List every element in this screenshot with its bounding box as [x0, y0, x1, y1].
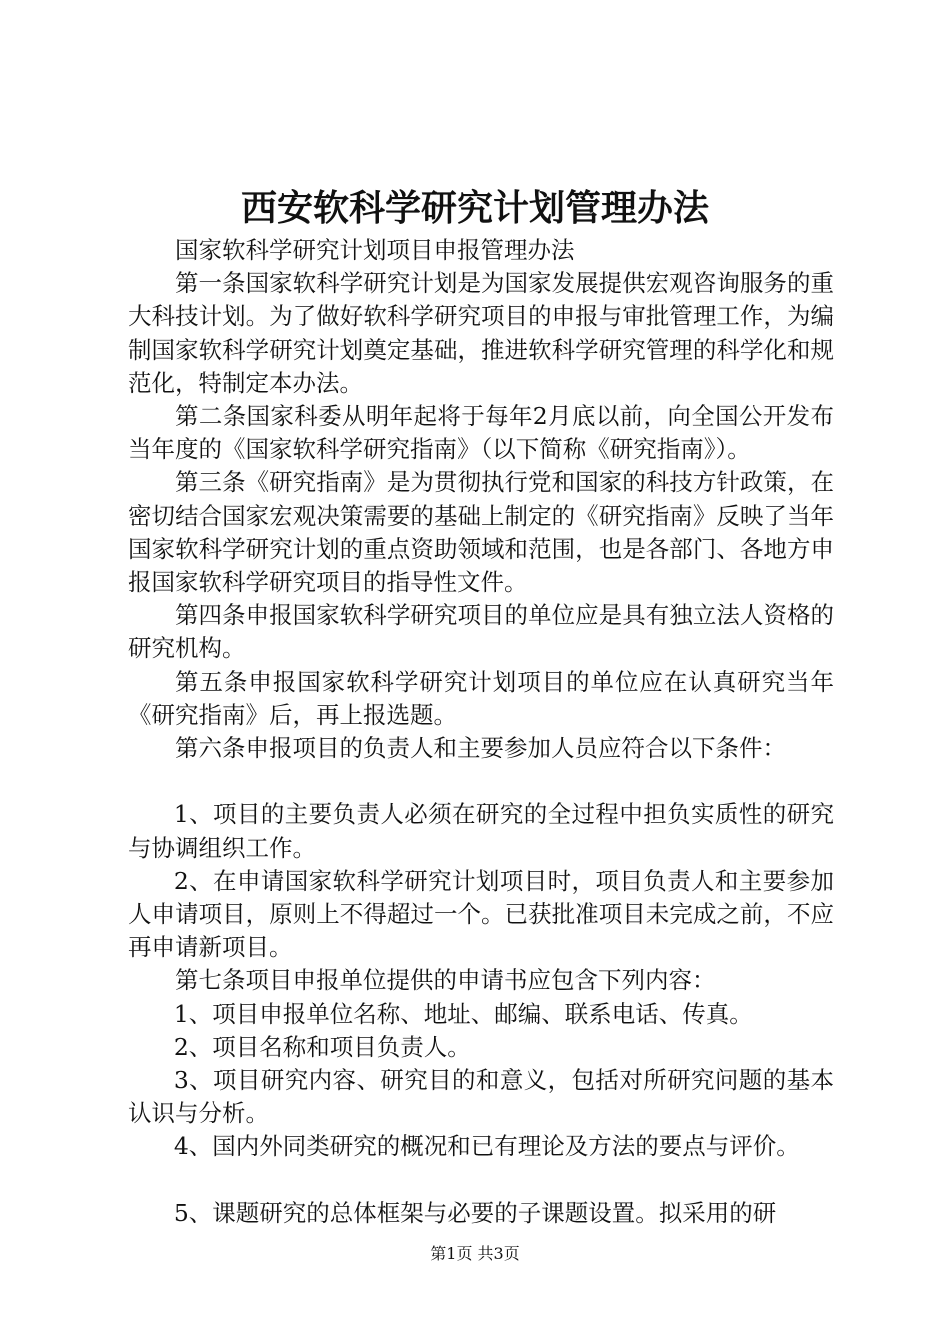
document-body	[128, 234, 834, 1230]
article-5-paragraph: 第五条申报国家软科学研究计划项目的单位应在认真研究当年《研究指南》后，再上报选题。	[128, 667, 834, 729]
article-4-paragraph: 第四条申报国家软科学研究项目的单位应是具有独立法人资格的研究机构。	[128, 601, 834, 663]
article-6-paragraph: 第六条申报项目的负责人和主要参加人员应符合以下条件：	[175, 734, 786, 763]
article-3-paragraph: 第三条《研究指南》是为贯彻执行党和国家的科技方针政策，在密切结合国家宏观决策需要的基础上制定的《研究指南》反映了当年国家软科学研究计划的重点资助领域和范围，也是各部门、各地方申报国家软科学研究项目的指导性文件。	[128, 468, 834, 597]
article-6-item-1: 1、项目的主要负责人必须在研究的全过程中担负实质性的研究与协调组织工作。	[128, 800, 834, 862]
article-6-item-2: 2、在申请国家软科学研究计划项目时，项目负责人和主要参加人申请项目，原则上不得超过一个。已获批准项目未完成之前，不应再申请新项目。	[128, 866, 834, 962]
page-footer: 第1页 共3页	[430, 1244, 520, 1263]
article-7-item-1: 1、项目申报单位名称、地址、邮编、联系电话、传真。	[173, 999, 753, 1028]
subtitle-paragraph: 国家软科学研究计划项目申报管理办法	[175, 236, 575, 264]
paragraph-spacer	[128, 1164, 834, 1197]
article-2-paragraph: 第二条国家科委从明年起将于每年2月底以前，向全国公开发布当年度的《国家软科学研究指南》（以下简称《研究指南》）。	[128, 402, 834, 464]
article-1-paragraph: 第一条国家软科学研究计划是为国家发展提供宏观咨询服务的重大科技计划。为了做好软科学研究项目的申报与审批管理工作，为编制国家软科学研究计划奠定基础，推进软科学研究管理的科学化和规范化，特制定本办法。	[128, 269, 834, 397]
article-7-item-2: 2、项目名称和项目负责人。	[173, 1032, 471, 1061]
article-7-item-3: 3、项目研究内容、研究目的和意义，包括对所研究问题的基本认识与分析。	[128, 1066, 834, 1128]
paragraph-spacer	[128, 765, 834, 798]
article-7-paragraph: 第七条项目申报单位提供的申请书应包含下列内容：	[175, 966, 716, 995]
article-7-item-4: 4、国内外同类研究的概况和已有理论及方法的要点与评价。	[173, 1132, 800, 1161]
article-7-item-5: 5、课题研究的总体框架与必要的子课题设置。拟采用的研	[173, 1198, 777, 1227]
document-title: 西安软科学研究计划管理办法	[240, 187, 709, 229]
